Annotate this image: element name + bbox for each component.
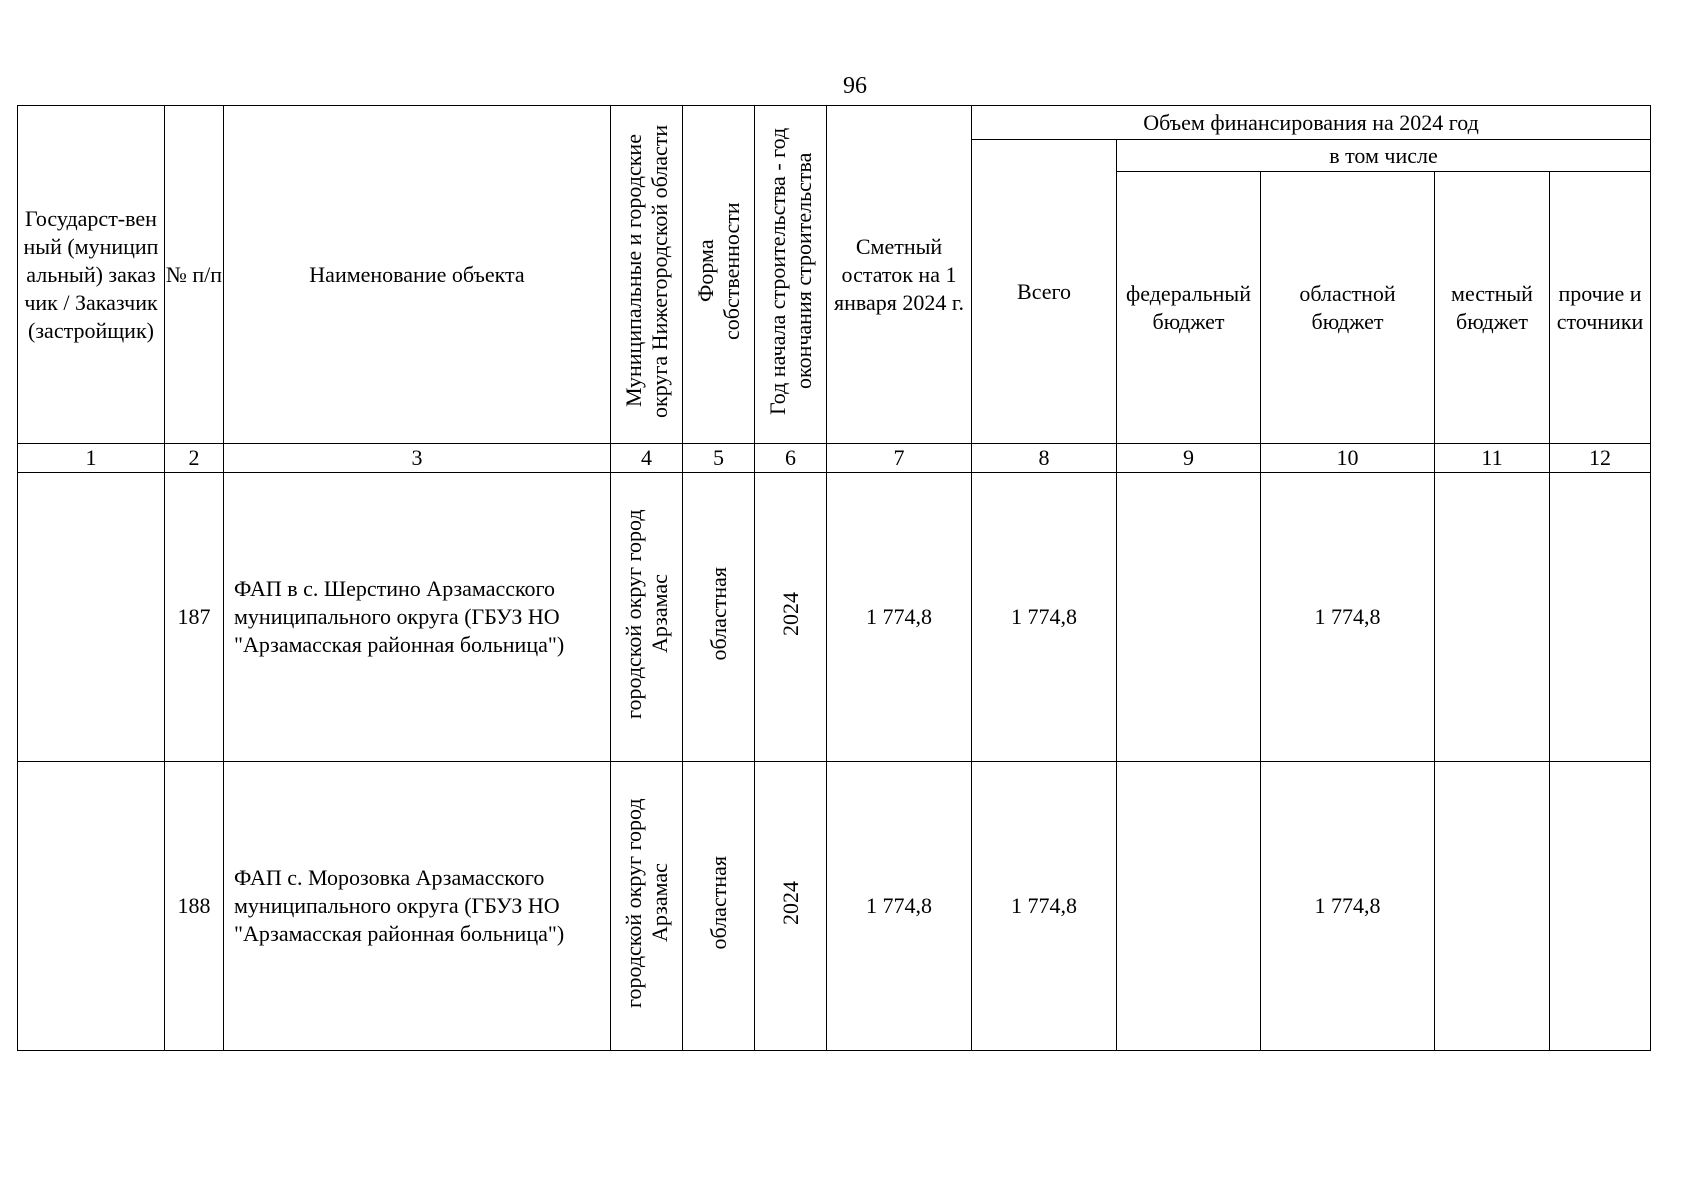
cell-ownership: областная [705, 855, 731, 950]
table-row [18, 762, 1651, 1051]
header-other: прочие источники [1550, 172, 1651, 444]
column-number: 5 [683, 444, 755, 473]
cell-num: 188 [165, 762, 224, 1051]
header-customer: Государст-венный (муниципальный) заказчик / Заказчик (застройщик) [18, 106, 165, 444]
header-num: № п/п [165, 106, 224, 444]
column-number: 4 [611, 444, 683, 473]
cell-total: 1 774,8 [972, 473, 1117, 762]
cell-ownership: областная [705, 566, 731, 661]
cell-regional: 1 774,8 [1261, 762, 1435, 1051]
cell-object-name: ФАП с. Морозовка Арзамасского муниципального округа (ГБУЗ НО "Арзамасская районная больница") [224, 762, 611, 1051]
cell-years: 2024 [777, 880, 803, 925]
column-number: 10 [1261, 444, 1435, 473]
cell-other [1550, 762, 1651, 1051]
cell-other [1550, 473, 1651, 762]
cell-years: 2024 [777, 591, 803, 636]
header-estimate: Сметный остаток на 1 января 2024 г. [827, 106, 972, 444]
header-municipality: Муниципальные и городские округа Нижегородской области [620, 124, 672, 418]
column-number: 3 [224, 444, 611, 473]
cell-customer [18, 762, 165, 1051]
column-number: 11 [1435, 444, 1550, 473]
cell-object-name: ФАП в с. Шерстино Арзамасского муниципального округа (ГБУЗ НО "Арзамасская районная больница") [224, 473, 611, 762]
cell-ownership-cell [683, 762, 755, 1051]
cell-years-cell [755, 762, 827, 1051]
header-ownership: Форма собственности [692, 202, 744, 340]
column-number: 9 [1117, 444, 1261, 473]
header-regional: областной бюджет [1261, 172, 1435, 444]
header-ownership-cell [683, 106, 755, 444]
cell-municipality-cell [611, 762, 683, 1051]
cell-estimate: 1 774,8 [827, 762, 972, 1051]
cell-federal [1117, 762, 1261, 1051]
header-including: в том числе [1117, 140, 1651, 172]
cell-local [1435, 473, 1550, 762]
cell-regional: 1 774,8 [1261, 473, 1435, 762]
cell-municipality-cell [611, 473, 683, 762]
header-years: Год начала строительства - год окончания строительства [764, 127, 816, 415]
cell-federal [1117, 473, 1261, 762]
cell-municipality: городской округ город Арзамас [620, 508, 672, 719]
cell-num: 187 [165, 473, 224, 762]
cell-estimate: 1 774,8 [827, 473, 972, 762]
column-number: 1 [18, 444, 165, 473]
cell-municipality: городской округ город Арзамас [620, 797, 672, 1008]
cell-customer [18, 473, 165, 762]
column-number: 2 [165, 444, 224, 473]
header-funding-group: Объем финансирования на 2024 год [972, 106, 1651, 140]
table-row [18, 473, 1651, 762]
column-number: 8 [972, 444, 1117, 473]
header-federal: федеральный бюджет [1117, 172, 1261, 444]
header-object-name: Наименование объекта [224, 106, 611, 444]
cell-local [1435, 762, 1550, 1051]
column-number: 7 [827, 444, 972, 473]
header-total: Всего [972, 140, 1117, 444]
column-number: 12 [1550, 444, 1651, 473]
funding-table [17, 105, 1651, 1051]
cell-years-cell [755, 473, 827, 762]
page-number: 96 [843, 73, 867, 99]
header-local: местный бюджет [1435, 172, 1550, 444]
cell-total: 1 774,8 [972, 762, 1117, 1051]
header-municipality-cell [611, 106, 683, 444]
cell-ownership-cell [683, 473, 755, 762]
column-number-row [18, 444, 1651, 473]
header-years-cell [755, 106, 827, 444]
column-number: 6 [755, 444, 827, 473]
